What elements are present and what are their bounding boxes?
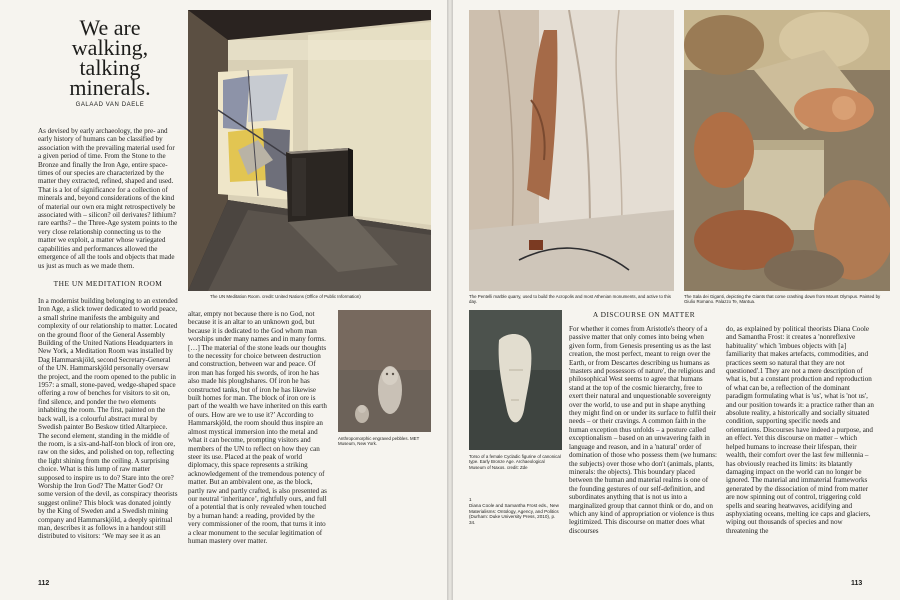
- left-column-2: [188, 310, 328, 569]
- left-column-1: [38, 297, 178, 569]
- left-column-1-text: In a modernist building belonging to an extended Iron Age, a slick tower dedicated to world peace, a small shrine manifests the ambiguity and complexity of our relationship to matter. Located on the ground floor of the General Assembly Building of the United Nations Headquarters in New York, a Meditation Room was installed by Dag Hammarskjöld, second Secretary-General of the UN. Hammarskjöld personally oversaw the project, and the room opened to the public in 1957: a small, stone-paved, wedge-shaped space offering a row of benches for visitors to sit on, find silence, and ponder the two elements inhabiting the room. The first, painted on the back wall, is a colourful abstract mural by Swedish painter Bo Beskow titled Altarpiece. The second element, standing in the middle of the room, is a six-and-half-ton block of iron ore, raw on the sides, and polished on top, reflecting the light shining from the ceiling. A surprising choice. What is this lump of raw matter supposed to inspire us to do? Stare into the ore? Worship the Iron God? The Matter God? Or some version of the devil, as conspiracy theorists suggest online? This block was donated jointly by the King of Sweden and a Swedish mining company and Hammarskjöld, a deeply spiritual man, describes it as follows in a handout still distributed to visitors: ‘We may see it as an: [38, 297, 178, 541]
- author-byline: GALAAD VAN DAELE: [75, 102, 145, 108]
- caption-pebbles: Anthropomorphic engraved pebbles. MET Museum, New York.: [338, 436, 420, 447]
- caption-cycladic-figurine: Torso of a female Cycladic figurine of canonical type. Early Bronze Age. Archaeological Museum of Naxos. credit: Zde: [469, 454, 561, 470]
- right-page: [453, 0, 900, 600]
- caption-marble-quarry: The Pentelli marble quarry, used to build the Acropolis and most Athenian monuments, and active to this day.: [469, 294, 671, 305]
- footnote-text: Diana Coole and Samantha Frost eds., New Materialisms: Ontology, Agency, and Politics (Durham: Duke University Press, 2010), p. 34.: [469, 503, 559, 525]
- footnote-number: 1: [469, 497, 472, 502]
- meditation-room-photo: [188, 10, 431, 291]
- engraved-pebbles-photo: [338, 310, 431, 432]
- page-number-right: 113: [851, 580, 863, 587]
- left-column-2-text: altar, empty not because there is no God, not because it is an altar to an unknown god, but because it is dedicated to the God whom man worships under many names and in many forms. […] The material of the stone leads our thoughts to the necessity for choice between destruction and construction, between war and peace. Of iron man has forged his swords, of iron he has also made his ploughshares. Of iron he has constructed tanks, but of iron he has likewise built homes for man. The block of iron ore is part of the wealth we have inherited on this earth of ours. How are we to use it?’ According to Hammarskjöld, the room should thus inspire an almost mystical immersion into the metal and what it can become, prompting visitors and members of the UN to reflect on how they can steer its use. Placed at the peak of world diplomacy, this space represents a striking acknowledgement of the tremendous potency of matter. But an ambivalent one, as the block, partly raw and partly crafted, is also presented as our neutral ‘inheritance’, rightfully ours, and full of a potential that is only revealed when touched by a human hand: a reading, provided by the very commissioner of the room, that turns it into a clear monument to the secular legitimation of human mastery over matter.: [188, 310, 327, 545]
- caption-meditation-room: The UN Meditation Room. credit: United Nations (Office of Public Information): [210, 294, 361, 299]
- section-heading-discourse: A DISCOURSE ON MATTER: [592, 310, 696, 319]
- right-column-1: [569, 325, 717, 571]
- article-title: We are walking, talking minerals.: [69, 15, 151, 100]
- right-column-2-text: do, as explained by political theorists Diana Coole and Samantha Frost: it creates a 'nonreflexive habituality' which 'imbues objects with [a] familiarity that makes artefacts, commodities, and practices seem so natural that they are not questioned'.1 They are not a mere description of what is, but a constant production and reproduction of what can be, a reflection of the dominant paradigm formulating what is 'us', what is 'not us', and our position towards it: a practice rather than an absolute reality, a historically and socially situated condition, supporting specific needs and orientations. Discourses have indeed a purpose, and an effect. Yet this discourse on matter – which helped humans to increase their lifespan, their wealth, their comfort over the last few millennia – has obviously reached its limits: its blatantly damaging impact on the world can no longer be ignored. The material and immaterial frameworks generated by the dissociation of mind from matter are now spinning out of control, triggering cold spells and searing heatwaves, acidifying and asphyxiating oceans, melting ice caps and glaciers, wiping out thousands of species and now threatening the: [726, 325, 874, 535]
- marble-quarry-photo: [469, 10, 674, 291]
- left-page: [0, 0, 447, 600]
- right-column-1-text: For whether it comes from Aristotle's theory of a passive matter that only comes into being when given form, from Genesis presenting us as the last creation, the most perfect, meant to reign over the Earth, or from Descartes describing us humans as 'masters and possessors of nature', the religious and philosophical West seems to agree that humans stand at the top of the cosmic hierarchy, free to exert their natural and unquestionable sovereignty over the world, to use and put in shape anything they might find on or under its surface to fulfil their needs – or their cravings. A common faith in the human exception thus unfolds – a posture called exceptionalism – based on an unwavering faith in language and reason, and in a 'natural' order of domination of those who possess them (we humans: the subjects) over those who don't (animals, plants, minerals: the objects). This boundary placed between the human and material realms is one of the founding gestures of our self-definition, and subordinates anything that is not us into a marginalized group that cannot think or do, and on which any kind of appropriation or violence is thus legitimized. This discourse on matter does what discourses: [569, 325, 717, 535]
- caption-sala-dei-giganti: The Sala dei Giganti, depicting the Giants that come crashing down from Mount Olympus. Painted by Giulio Romano. Palazzo Te, Mantua.: [684, 294, 881, 305]
- cycladic-figurine-photo: [469, 310, 562, 450]
- intro-paragraph: [38, 127, 178, 291]
- right-column-2: [726, 325, 876, 571]
- sala-dei-giganti-photo: [684, 10, 890, 291]
- section-heading-un-room: THE UN MEDITATION ROOM: [53, 279, 163, 288]
- page-number-left: 112: [38, 580, 50, 587]
- intro-text: As devised by early archaeology, the pre- and early history of humans can be classified by association with the prevailing material used for a given period of time. From the Stone to the Bronze and finally the Iron Age, entire space-times of our species are characterized by the matter they extracted, refined, shaped and used. That is a lot of significance for a collection of minerals and, beyond considerations of the kind of material our own era might retrospectively be associated with – silicon? oil derivates? lithium? rare earths? – the Three-Age system points to the very close relationship connecting us to the matter we exploit, a matter whose variegated capabilities and performances allowed the emergence of all the tools and objects that made us just as much as we made them.: [38, 127, 178, 270]
